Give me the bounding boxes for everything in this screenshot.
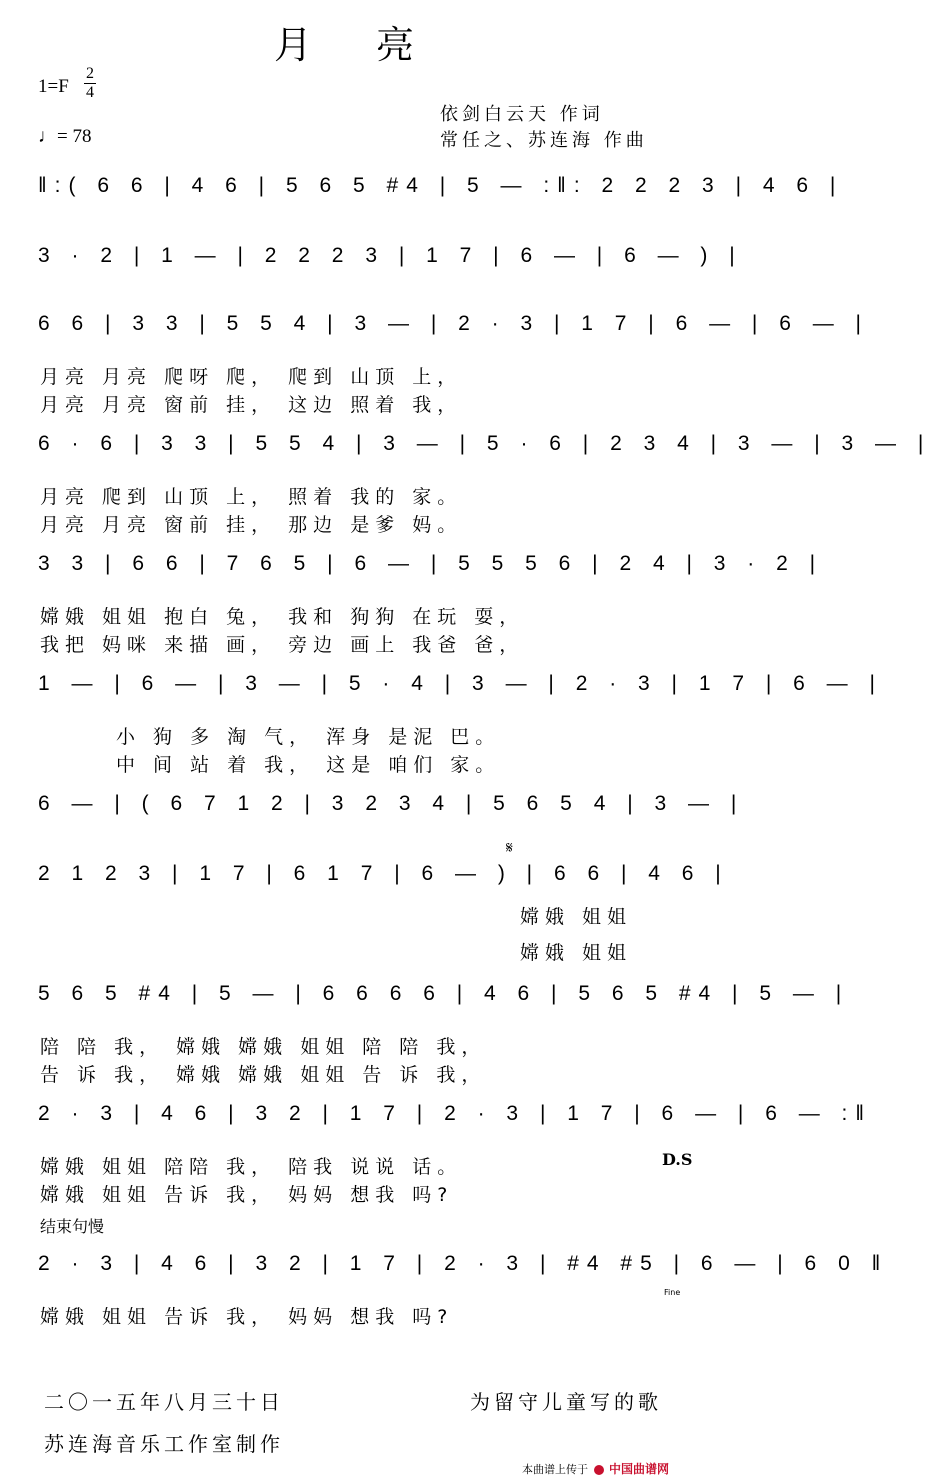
lyric-line: 嫦娥 姐姐 陪陪 我， 陪我 说说 话。 [40, 1156, 463, 1178]
notation-row: 1 — | 6 — | 3 — | 5 · 4 | 3 — | 2 · 3 | 1 7 | 6 — | [38, 672, 883, 695]
lyric-line: 月亮 月亮 爬呀 爬， 爬到 山顶 上， [40, 366, 463, 388]
segno-icon: 𝄋 [506, 838, 513, 857]
notation-row: 2 · 3 | 4 6 | 3 2 | 1 7 | 2 · 3 | 1 7 | 6 — | 6 — :‖ [38, 1102, 873, 1125]
notation-row: 6 · 6 | 3 3 | 5 5 4 | 3 — | 5 · 6 | 2 3 4 | 3 — | 3 — | [38, 432, 931, 455]
lyric-line: 月亮 月亮 窗前 挂， 这边 照着 我， [40, 394, 463, 416]
uploader-text: 本曲谱上传于 [522, 1463, 588, 1476]
lyric-line: 月亮 爬到 山顶 上， 照着 我的 家。 [40, 486, 463, 508]
time-signature [84, 66, 96, 101]
lyric-line: 嫦娥 姐姐 [520, 942, 633, 964]
notation-row: 6 — | ( 6 7 1 2 | 3 2 3 4 | 5 6 5 4 | 3 — | [38, 792, 745, 815]
time-signature-top: 2 [86, 65, 94, 82]
composer-credit: 常任之、苏连海 作曲 [440, 130, 648, 151]
lyric-line: 嫦娥 姐姐 [520, 906, 633, 928]
lyric-line: 告 诉 我， 嫦娥 嫦娥 姐姐 告 诉 我， [40, 1064, 487, 1086]
notation-row: 3 · 2 | 1 — | 2 2 2 3 | 1 7 | 6 — | 6 — ) | [38, 244, 743, 267]
key-signature: 1=F [38, 76, 69, 97]
uploader-note [522, 1460, 669, 1477]
ds-mark: D.S [662, 1150, 693, 1169]
notation-row: 6 6 | 3 3 | 5 5 4 | 3 — | 2 · 3 | 1 7 | 6 — | 6 — | [38, 312, 870, 335]
site-logo-icon [594, 1465, 604, 1475]
notation-row: ‖:( 6 6 | 4 6 | 5 6 5 #4 | 5 — :‖: 2 2 2 3 | 4 6 | [38, 174, 844, 197]
lyric-line: 陪 陪 我， 嫦娥 嫦娥 姐姐 陪 陪 我， [40, 1036, 487, 1058]
notation-row: 5 6 5 #4 | 5 — | 6 6 6 6 | 4 6 | 5 6 5 #4 | 5 — | [38, 982, 850, 1005]
ending-instruction: 结束句慢 [40, 1217, 105, 1236]
uploader-brand: 中国曲谱网 [609, 1462, 670, 1476]
lyricist-credit: 依剑白云天 作词 [440, 104, 604, 125]
time-signature-bottom: 4 [86, 84, 94, 101]
lyric-line: 嫦娥 姐姐 告诉 我， 妈妈 想我 吗? [40, 1306, 454, 1328]
page-title: 月 亮 [273, 23, 441, 67]
date-text: 二〇一五年八月三十日 [44, 1390, 284, 1414]
lyric-line: 月亮 月亮 窗前 挂， 那边 是爹 妈。 [40, 514, 463, 536]
lyric-line: 嫦娥 姐姐 抱白 兔， 我和 狗狗 在玩 耍， [40, 606, 525, 628]
notation-row: 2 1 2 3 | 1 7 | 6 1 7 | 6 — ) | 6 6 | 4 6 | [38, 862, 729, 885]
lyric-line: 中 间 站 着 我， 这是 咱们 家。 [116, 754, 501, 776]
fine-mark: Fine [664, 1288, 681, 1297]
lyric-line: 小 狗 多 淘 气， 浑身 是泥 巴。 [116, 726, 501, 748]
notation-row: 3 3 | 6 6 | 7 6 5 | 6 — | 5 5 5 6 | 2 4 | 3 · 2 | [38, 552, 824, 575]
tempo-marking: ♩= 78 [38, 126, 92, 147]
dedication-text: 为留守儿童写的歌 [470, 1390, 662, 1414]
notation-row: 2 · 3 | 4 6 | 3 2 | 1 7 | 2 · 3 | #4 #5 | 6 — | 6 0 ‖ [38, 1252, 889, 1275]
lyric-line: 我把 妈咪 来描 画， 旁边 画上 我爸 爸， [40, 634, 525, 656]
lyric-line: 嫦娥 姐姐 告诉 我， 妈妈 想我 吗? [40, 1184, 454, 1206]
studio-credit: 苏连海音乐工作室制作 [44, 1432, 284, 1456]
